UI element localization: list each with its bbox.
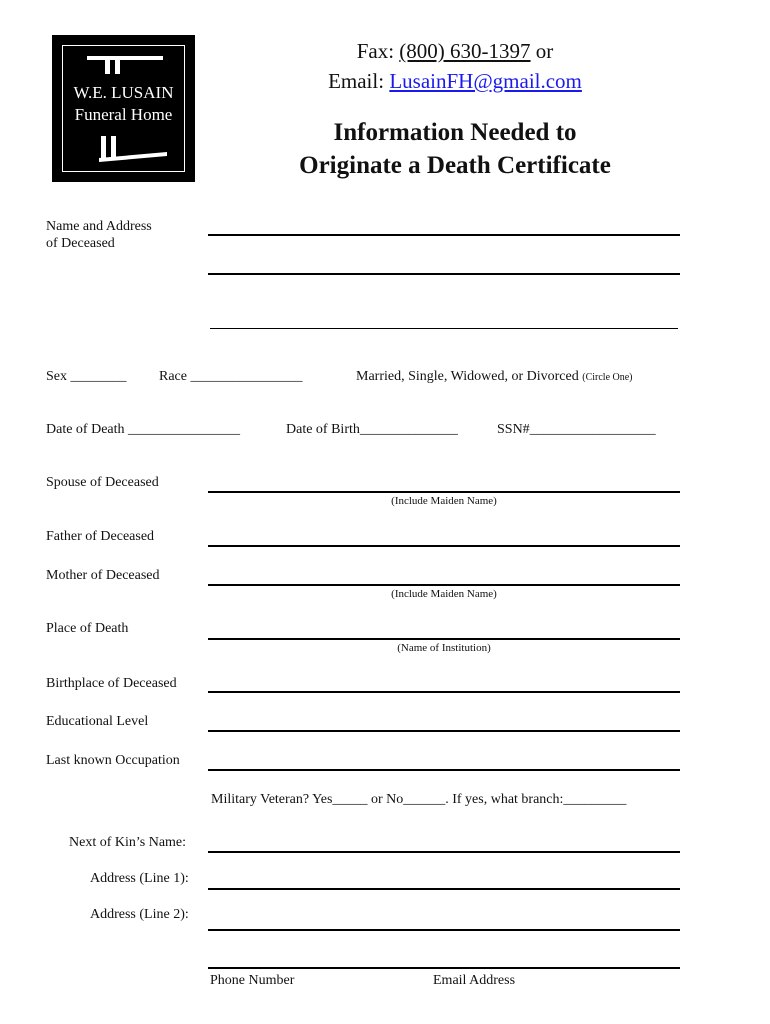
- mother-field[interactable]: [208, 584, 680, 586]
- phone-email-field[interactable]: [208, 967, 680, 969]
- birthplace-label: Birthplace of Deceased: [46, 676, 177, 691]
- email-link[interactable]: LusainFH@gmail.com: [389, 69, 582, 93]
- funeral-home-logo: [52, 35, 195, 182]
- name-address-label-2: of Deceased: [46, 236, 115, 251]
- name-address-field-2[interactable]: [208, 273, 680, 275]
- date-of-birth-field[interactable]: Date of Birth______________: [286, 422, 458, 437]
- phone-number-label: Phone Number: [210, 973, 295, 988]
- sex-field[interactable]: Sex ________: [46, 369, 127, 384]
- place-of-death-label: Place of Death: [46, 621, 129, 636]
- address-line-2-field[interactable]: [208, 929, 680, 931]
- address-line-2-label: Address (Line 2):: [90, 907, 189, 922]
- occupation-field[interactable]: [208, 769, 680, 771]
- place-of-death-field[interactable]: [208, 638, 680, 640]
- mother-label: Mother of Deceased: [46, 568, 160, 583]
- logo-line-2: Funeral Home: [74, 105, 173, 124]
- marital-status[interactable]: [356, 368, 633, 386]
- education-label: Educational Level: [46, 714, 149, 729]
- fax-suffix: or: [530, 39, 554, 63]
- logo-bottom-emblem-icon: [85, 134, 169, 164]
- spouse-field[interactable]: [208, 491, 680, 493]
- address-line-1-field[interactable]: [208, 888, 680, 890]
- circle-one-note: (Circle One): [582, 372, 633, 383]
- military-veteran-field[interactable]: Military Veteran? Yes_____ or No______. If yes, what branch:_________: [211, 792, 627, 807]
- email-label: Email:: [328, 69, 390, 93]
- logo-top-emblem-icon: [85, 54, 165, 76]
- address-line-1-label: Address (Line 1):: [90, 871, 189, 886]
- email-address-label: Email Address: [433, 973, 516, 988]
- name-address-field-3[interactable]: [210, 328, 678, 329]
- spouse-label: Spouse of Deceased: [46, 475, 159, 490]
- fax-number: (800) 630-1397: [399, 39, 531, 63]
- email-line: [270, 66, 640, 96]
- next-of-kin-label: Next of Kin’s Name:: [69, 835, 187, 850]
- page-title-line-2: Originate a Death Certificate: [299, 152, 611, 179]
- birthplace-field[interactable]: [208, 691, 680, 693]
- name-address-field-1[interactable]: [208, 234, 680, 236]
- father-label: Father of Deceased: [46, 529, 155, 544]
- mother-maiden-note: (Include Maiden Name): [391, 588, 497, 600]
- occupation-label: Last known Occupation: [46, 753, 180, 768]
- spouse-maiden-note: (Include Maiden Name): [391, 495, 497, 507]
- next-of-kin-field[interactable]: [208, 851, 680, 853]
- page-title-line-1: Information Needed to: [333, 119, 577, 146]
- date-of-death-field[interactable]: Date of Death ________________: [46, 422, 241, 437]
- institution-note: (Name of Institution): [397, 642, 491, 654]
- father-field[interactable]: [208, 545, 680, 547]
- race-field[interactable]: Race ________________: [159, 369, 303, 384]
- name-address-label-1: Name and Address: [46, 219, 152, 234]
- education-field[interactable]: [208, 730, 680, 732]
- fax-line: [270, 36, 640, 66]
- marital-status-label: Married, Single, Widowed, or Divorced: [356, 369, 583, 384]
- ssn-field[interactable]: SSN#__________________: [497, 422, 656, 437]
- logo-line-1: W.E. LUSAIN: [73, 83, 174, 102]
- fax-label: Fax:: [356, 39, 400, 63]
- logo-frame: [62, 45, 185, 172]
